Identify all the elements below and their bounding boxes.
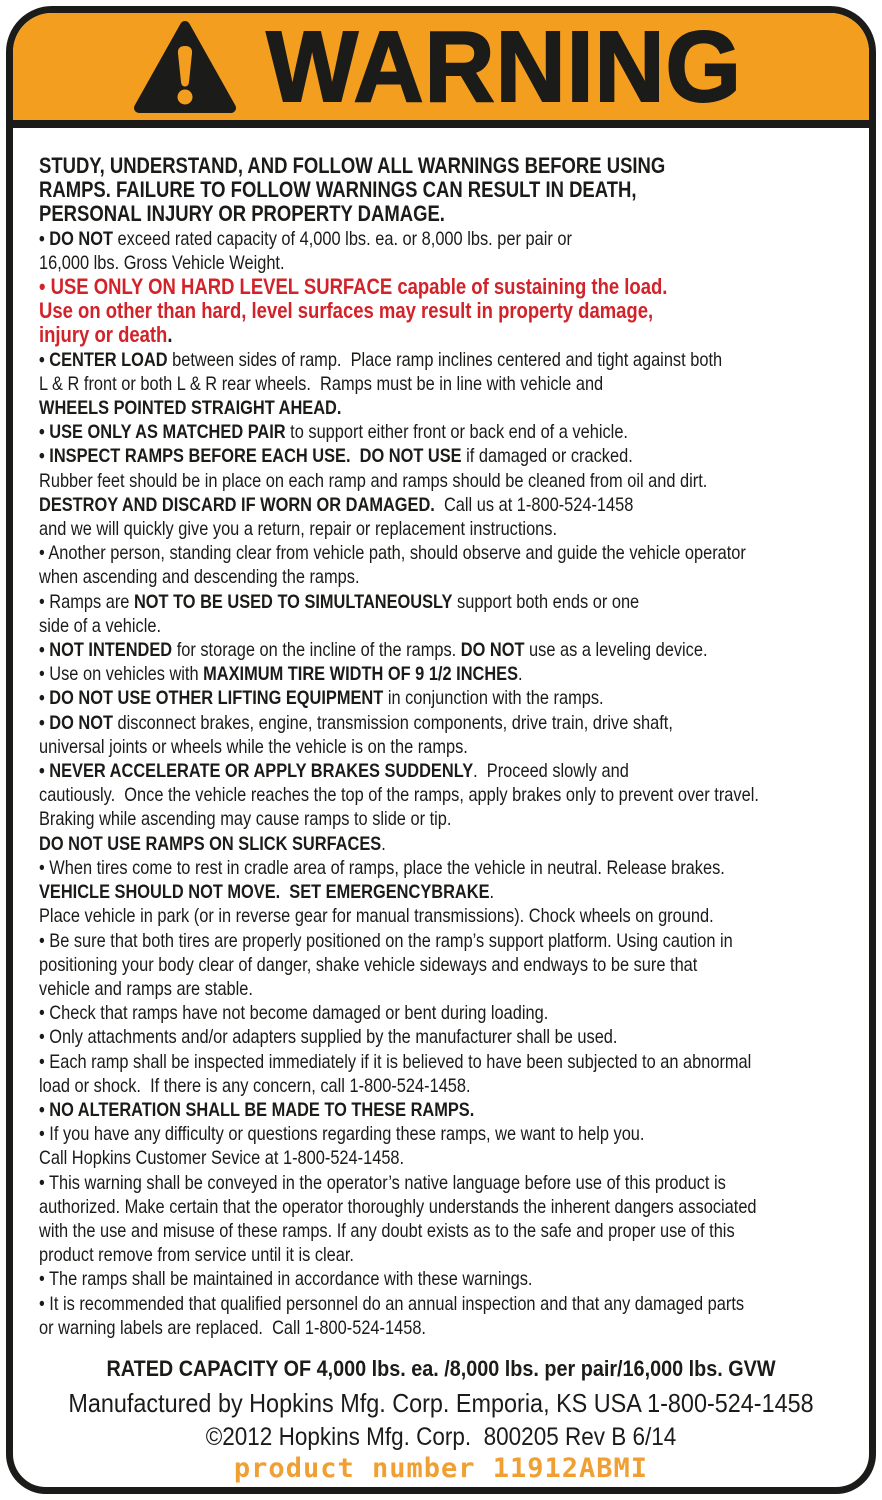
- text-segment: WHEELS POINTED STRAIGHT AHEAD.: [39, 397, 342, 420]
- text-segment: Place vehicle in park (or in reverse gear for manual transmissions). Chock wheels on ground.: [39, 905, 714, 928]
- text-line: [39, 1025, 714, 1049]
- text-line: [39, 178, 714, 202]
- text-line: [39, 1098, 714, 1122]
- text-segment: between sides of ramp. Place ramp inclines centered and tight against both: [167, 348, 723, 371]
- text-line: [39, 469, 714, 493]
- warning-header: [13, 10, 869, 128]
- text-segment: • USE ONLY ON HARD LEVEL SURFACE capable of sustaining the load.: [39, 274, 668, 300]
- text-segment: use as a leveling device.: [524, 639, 708, 662]
- text-segment: injury or death: [39, 322, 168, 348]
- text-segment: • NO ALTERATION SHALL BE MADE TO THESE RAMPS.: [39, 1098, 475, 1121]
- text-line: [39, 275, 714, 299]
- text-line: [39, 1195, 757, 1219]
- text-line: [39, 1292, 745, 1316]
- text-segment: • This warning shall be conveyed in the operator’s native language before use of this product is: [39, 1171, 726, 1194]
- text-segment: . Proceed slowly and: [473, 760, 629, 783]
- copyright-text: ©2012 Hopkins Mfg. Corp. 800205 Rev B 6/14: [205, 1422, 677, 1451]
- text-line: [39, 1122, 714, 1146]
- text-segment: .: [489, 881, 495, 904]
- text-line: [39, 614, 714, 638]
- text-line: [39, 1219, 735, 1243]
- text-line: [39, 323, 714, 347]
- text-segment: • DO NOT: [39, 711, 113, 734]
- text-line: [39, 735, 714, 759]
- text-line: [39, 227, 714, 251]
- text-line: [39, 807, 714, 831]
- text-line: [39, 1243, 714, 1267]
- text-line: [39, 396, 714, 420]
- text-line: [39, 202, 714, 226]
- text-segment: VEHICLE SHOULD NOT MOVE. SET EMERGENCYBRAKE: [39, 881, 490, 904]
- text-segment: disconnect brakes, engine, transmission components, drive train, drive shaft,: [112, 711, 673, 734]
- text-segment: load or shock. If there is any concern, call 1-800-524-1458.: [39, 1074, 471, 1097]
- text-segment: .: [381, 832, 386, 855]
- text-segment: DO NOT USE RAMPS ON SLICK SURFACES: [39, 832, 382, 855]
- text-segment: • USE ONLY AS MATCHED PAIR: [39, 421, 286, 444]
- product-number-text: product number 11912ABMI: [233, 1452, 649, 1484]
- text-segment: authorized. Make certain that the operator thoroughly understands the inherent dangers associated: [39, 1195, 757, 1218]
- text-segment: DESTROY AND DISCARD IF WORN OR DAMAGED.: [39, 493, 435, 516]
- text-segment: STUDY, UNDERSTAND, AND FOLLOW ALL WARNINGS BEFORE USING: [39, 153, 666, 178]
- text-segment: for storage on the incline of the ramps.: [172, 639, 461, 662]
- text-segment: positioning your body clear of danger, shake vehicle sideways and endways to be sure that: [39, 953, 698, 976]
- text-segment: Braking while ascending may cause ramps to slide or tip.: [39, 808, 452, 831]
- text-line: [39, 953, 714, 977]
- text-segment: PERSONAL INJURY OR PROPERTY DAMAGE.: [39, 201, 445, 227]
- text-line: [39, 686, 714, 710]
- text-line: [39, 299, 714, 323]
- text-segment: • INSPECT RAMPS BEFORE EACH USE. DO NOT USE: [39, 445, 462, 468]
- text-line: [39, 929, 733, 953]
- text-segment: RAMPS. FAILURE TO FOLLOW WARNINGS CAN RESULT IN DEATH,: [39, 177, 637, 203]
- rated-capacity-text: RATED CAPACITY OF 4,000 lbs. ea. /8,000 lbs. per pair/16,000 lbs. GVW: [106, 1355, 776, 1381]
- text-line: [39, 1171, 726, 1195]
- text-segment: product remove from service until it is clear.: [39, 1244, 354, 1267]
- warning-title: WARNING: [266, 10, 742, 123]
- text-segment: in conjunction with the ramps.: [383, 687, 604, 710]
- text-line: [39, 541, 746, 565]
- text-segment: • NEVER ACCELERATE OR APPLY BRAKES SUDDENLY: [39, 760, 474, 783]
- text-line: [39, 348, 723, 372]
- warning-triangle-icon: [133, 20, 237, 114]
- text-line: [39, 154, 714, 178]
- text-line: [39, 1074, 714, 1098]
- text-line: [39, 638, 714, 662]
- text-line: [39, 1050, 752, 1074]
- text-line: [39, 759, 714, 783]
- text-line: [39, 251, 714, 275]
- text-segment: • Only attachments and/or adapters supplied by the manufacturer shall be used.: [39, 1026, 618, 1049]
- text-line: [39, 372, 714, 396]
- text-line: [39, 904, 714, 928]
- text-segment: .: [167, 322, 173, 348]
- text-segment: • The ramps shall be maintained in accordance with these warnings.: [39, 1268, 533, 1291]
- text-segment: Rubber feet should be in place on each ramp and ramps should be cleaned from oil and dirt.: [39, 469, 708, 492]
- text-segment: Call Hopkins Customer Sevice at 1-800-524-1458.: [39, 1147, 405, 1170]
- text-segment: when ascending and descending the ramps.: [39, 566, 360, 589]
- text-line: [39, 493, 714, 517]
- warning-text: [13, 128, 869, 1340]
- manufacturer-text: Manufactured by Hopkins Mfg. Corp. Emporia, KS USA 1-800-524-1458: [68, 1387, 814, 1418]
- text-segment: DO NOT: [460, 639, 525, 662]
- text-line: [39, 517, 714, 541]
- text-line: [39, 856, 725, 880]
- text-segment: • Use on vehicles with: [39, 663, 204, 686]
- text-segment: • It is recommended that qualified personnel do an annual inspection and that any damaged parts: [39, 1292, 745, 1315]
- text-segment: and we will quickly give you a return, repair or replacement instructions.: [39, 518, 558, 541]
- text-line: [39, 662, 714, 686]
- warning-label: [6, 6, 876, 1494]
- text-line: [39, 590, 714, 614]
- text-segment: if damaged or cracked.: [461, 445, 633, 468]
- text-line: [39, 1001, 714, 1025]
- text-segment: .: [518, 663, 523, 686]
- text-segment: • Each ramp shall be inspected immediately if it is believed to have been subjected to an abnormal: [39, 1050, 752, 1073]
- text-segment: • NOT INTENDED: [39, 639, 173, 662]
- text-segment: or warning labels are replaced. Call 1-800-524-1458.: [39, 1316, 426, 1339]
- text-segment: • DO NOT: [39, 227, 113, 250]
- text-segment: • If you have any difficulty or questions regarding these ramps, we want to help you.: [39, 1123, 645, 1146]
- text-line: [39, 565, 714, 589]
- text-line: [39, 711, 714, 735]
- text-line: [39, 1146, 714, 1170]
- text-segment: exceed rated capacity of 4,000 lbs. ea. or 8,000 lbs. per pair or: [112, 227, 572, 250]
- text-segment: universal joints or wheels while the vehicle is on the ramps.: [39, 735, 468, 758]
- text-segment: L & R front or both L & R rear wheels. Ramps must be in line with vehicle and: [39, 372, 604, 395]
- text-line: [39, 783, 759, 807]
- text-line: [39, 1316, 714, 1340]
- text-segment: vehicle and ramps are stable.: [39, 977, 253, 1000]
- text-segment: • Be sure that both tires are properly positioned on the ramp’s support platform. Using caution in: [39, 929, 733, 952]
- text-segment: • Ramps are: [39, 590, 134, 613]
- text-segment: • DO NOT USE OTHER LIFTING EQUIPMENT: [39, 687, 384, 710]
- text-segment: • CENTER LOAD: [39, 348, 168, 371]
- text-segment: MAXIMUM TIRE WIDTH OF 9 1/2 INCHES: [203, 663, 519, 686]
- text-line: [39, 1267, 714, 1291]
- text-line: [39, 880, 714, 904]
- text-segment: with the use and misuse of these ramps. If any doubt exists as to the safe and proper use of this: [39, 1219, 735, 1242]
- text-segment: • When tires come to rest in cradle area of ramps, place the vehicle in neutral. Release brakes.: [39, 856, 725, 879]
- label-footer: [13, 1352, 869, 1484]
- text-segment: 16,000 lbs. Gross Vehicle Weight.: [39, 251, 285, 274]
- text-segment: cautiously. Once the vehicle reaches the top of the ramps, apply brakes only to prevent over travel.: [39, 784, 759, 807]
- text-segment: • Another person, standing clear from vehicle path, should observe and guide the vehicle operator: [39, 542, 746, 565]
- text-segment: • Check that ramps have not become damaged or bent during loading.: [39, 1002, 549, 1025]
- text-segment: Call us at 1-800-524-1458: [434, 493, 634, 516]
- text-line: [39, 444, 714, 468]
- text-segment: support both ends or one: [452, 590, 640, 613]
- text-line: [39, 977, 714, 1001]
- text-line: [39, 832, 714, 856]
- text-segment: to support either front or back end of a vehicle.: [285, 421, 628, 444]
- text-segment: NOT TO BE USED TO SIMULTANEOUSLY: [133, 590, 453, 613]
- text-segment: side of a vehicle.: [39, 614, 162, 637]
- text-line: [39, 420, 714, 444]
- text-segment: Use on other than hard, level surfaces may result in property damage,: [39, 298, 654, 324]
